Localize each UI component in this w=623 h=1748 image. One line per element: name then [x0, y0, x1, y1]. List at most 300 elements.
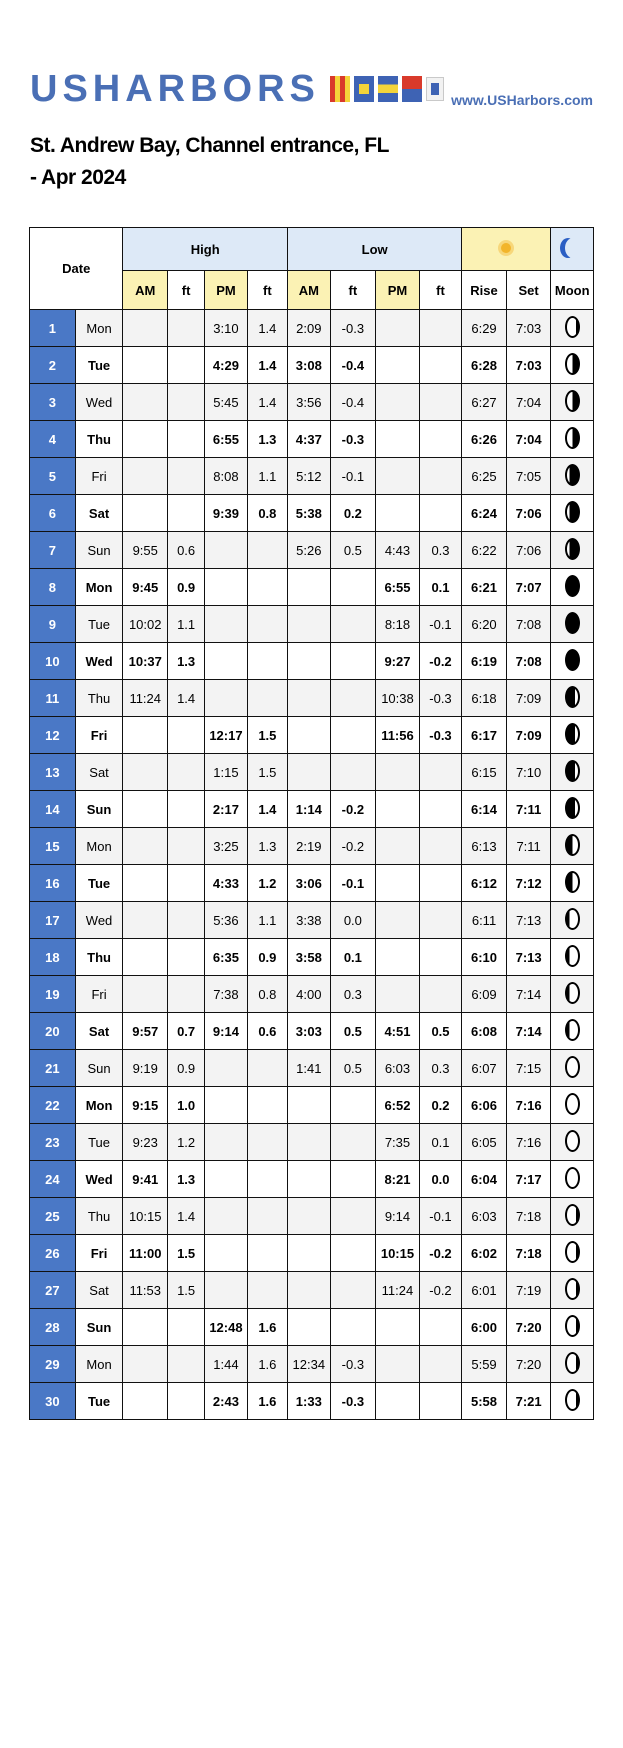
high-am-time: [123, 495, 168, 532]
table-row: [30, 939, 594, 976]
high-pm-time: 2:17: [205, 791, 247, 828]
sunset-header: Set: [506, 271, 551, 310]
high-am-height: 1.0: [168, 1087, 205, 1124]
low-am-time: 3:56: [288, 384, 330, 421]
sunset-time: 7:05: [506, 458, 551, 495]
moon-phase-icon: [565, 1167, 580, 1189]
high-pm-ft-header: ft: [247, 271, 287, 310]
sunset-time: 7:18: [506, 1198, 551, 1235]
low-pm-time: [376, 976, 420, 1013]
sunrise-time: 6:14: [462, 791, 507, 828]
day-of-week: Thu: [75, 1198, 123, 1235]
sunset-time: 7:04: [506, 384, 551, 421]
sunset-time: 7:06: [506, 532, 551, 569]
low-am-height: [330, 680, 376, 717]
table-row: [30, 791, 594, 828]
low-am-height: 0.5: [330, 1050, 376, 1087]
high-pm-height: 0.6: [247, 1013, 287, 1050]
table-row: [30, 606, 594, 643]
moon-phase-icon: [565, 1315, 580, 1337]
low-am-height: 0.1: [330, 939, 376, 976]
high-am-time: [123, 1346, 168, 1383]
moon-phase-icon: [565, 1204, 580, 1226]
sun-icon: [498, 238, 514, 258]
high-am-time: 10:02: [123, 606, 168, 643]
day-of-week: Mon: [75, 1346, 123, 1383]
high-pm-time: 7:38: [205, 976, 247, 1013]
high-am-height: 0.9: [168, 1050, 205, 1087]
low-am-height: 0.5: [330, 532, 376, 569]
page-title: St. Andrew Bay, Channel entrance, FL - Apr 2024: [30, 134, 389, 189]
low-pm-height: -0.1: [419, 606, 461, 643]
sunrise-time: 6:17: [462, 717, 507, 754]
high-pm-time: 12:17: [205, 717, 247, 754]
day-number: 26: [30, 1235, 76, 1272]
day-number: 10: [30, 643, 76, 680]
low-pm-time: 9:14: [376, 1198, 420, 1235]
high-am-height: [168, 865, 205, 902]
sunrise-header: Rise: [462, 271, 507, 310]
sunrise-time: 6:03: [462, 1198, 507, 1235]
high-pm-height: [247, 1272, 287, 1309]
moon-phase-icon: [565, 686, 580, 708]
day-of-week: Sun: [75, 532, 123, 569]
moon-phase-cell: [551, 865, 594, 902]
moon-phase-cell: [551, 384, 594, 421]
moon-phase-icon: [565, 797, 580, 819]
low-pm-height: [419, 384, 461, 421]
day-of-week: Mon: [75, 310, 123, 347]
low-am-ft-header: ft: [330, 271, 376, 310]
high-am-height: [168, 1309, 205, 1346]
moon-header: [551, 228, 594, 271]
day-of-week: Sat: [75, 495, 123, 532]
crescent-moon-icon: [563, 237, 581, 259]
sunrise-time: 6:00: [462, 1309, 507, 1346]
low-am-height: -0.4: [330, 384, 376, 421]
sunset-time: 7:16: [506, 1087, 551, 1124]
sunset-time: 7:18: [506, 1235, 551, 1272]
low-am-time: 4:00: [288, 976, 330, 1013]
day-of-week: Wed: [75, 902, 123, 939]
high-am-time: [123, 384, 168, 421]
day-of-week: Sat: [75, 1272, 123, 1309]
day-number: 29: [30, 1346, 76, 1383]
table-row: [30, 754, 594, 791]
low-am-time: 5:26: [288, 532, 330, 569]
day-of-week: Mon: [75, 569, 123, 606]
high-pm-time: [205, 643, 247, 680]
day-of-week: Thu: [75, 680, 123, 717]
low-am-height: -0.3: [330, 310, 376, 347]
low-pm-ft-header: ft: [419, 271, 461, 310]
high-pm-height: 1.2: [247, 865, 287, 902]
table-row: [30, 1383, 594, 1420]
moon-phase-cell: [551, 458, 594, 495]
high-am-time: [123, 791, 168, 828]
high-pm-height: 1.4: [247, 310, 287, 347]
sunset-time: 7:11: [506, 828, 551, 865]
low-pm-height: -0.3: [419, 680, 461, 717]
high-pm-time: 9:14: [205, 1013, 247, 1050]
high-pm-time: [205, 569, 247, 606]
high-am-height: [168, 754, 205, 791]
moon-phase-icon: [565, 649, 580, 671]
high-am-time: 11:53: [123, 1272, 168, 1309]
day-number: 20: [30, 1013, 76, 1050]
day-of-week: Tue: [75, 606, 123, 643]
table-row: [30, 532, 594, 569]
high-am-time: 10:15: [123, 1198, 168, 1235]
sunset-time: 7:03: [506, 347, 551, 384]
low-am-height: [330, 569, 376, 606]
low-pm-height: 0.2: [419, 1087, 461, 1124]
sunrise-time: 6:08: [462, 1013, 507, 1050]
day-of-week: Sun: [75, 791, 123, 828]
high-am-time: [123, 939, 168, 976]
moon-phase-cell: [551, 643, 594, 680]
high-am-height: 0.6: [168, 532, 205, 569]
high-pm-height: 1.1: [247, 458, 287, 495]
high-am-time: 11:24: [123, 680, 168, 717]
high-pm-time: 5:45: [205, 384, 247, 421]
moon-phase-cell: [551, 1050, 594, 1087]
high-am-header: AM: [123, 271, 168, 310]
low-pm-time: 7:35: [376, 1124, 420, 1161]
moon-phase-cell: [551, 310, 594, 347]
moon-phase-cell: [551, 569, 594, 606]
sunrise-time: 6:15: [462, 754, 507, 791]
low-pm-height: [419, 1383, 461, 1420]
moon-phase-icon: [565, 1056, 580, 1078]
sun-header: [462, 228, 551, 271]
high-pm-time: [205, 1235, 247, 1272]
low-pm-height: [419, 754, 461, 791]
high-pm-height: 0.8: [247, 976, 287, 1013]
low-pm-time: 8:18: [376, 606, 420, 643]
day-number: 27: [30, 1272, 76, 1309]
moon-phase-cell: [551, 1087, 594, 1124]
sunrise-time: 6:10: [462, 939, 507, 976]
low-pm-time: 4:51: [376, 1013, 420, 1050]
high-am-height: 1.5: [168, 1235, 205, 1272]
high-am-height: [168, 1383, 205, 1420]
sunrise-time: 6:06: [462, 1087, 507, 1124]
moon-phase-cell: [551, 902, 594, 939]
low-am-height: [330, 1087, 376, 1124]
low-am-time: 3:08: [288, 347, 330, 384]
high-am-time: 9:19: [123, 1050, 168, 1087]
moon-phase-cell: [551, 1272, 594, 1309]
table-row: [30, 902, 594, 939]
day-number: 7: [30, 532, 76, 569]
sunset-time: 7:10: [506, 754, 551, 791]
low-am-height: [330, 754, 376, 791]
table-row: [30, 384, 594, 421]
low-pm-time: [376, 384, 420, 421]
sunrise-time: 6:07: [462, 1050, 507, 1087]
low-pm-height: [419, 347, 461, 384]
sunset-time: 7:16: [506, 1124, 551, 1161]
low-am-time: 1:14: [288, 791, 330, 828]
low-am-time: [288, 717, 330, 754]
sunset-time: 7:04: [506, 421, 551, 458]
day-number: 8: [30, 569, 76, 606]
low-am-time: 12:34: [288, 1346, 330, 1383]
low-pm-time: [376, 495, 420, 532]
low-pm-height: 0.1: [419, 569, 461, 606]
day-of-week: Tue: [75, 1383, 123, 1420]
moon-phase-cell: [551, 1198, 594, 1235]
low-am-time: 4:37: [288, 421, 330, 458]
table-row: [30, 1013, 594, 1050]
moon-phase-icon: [565, 538, 580, 560]
high-am-time: [123, 902, 168, 939]
low-am-time: 5:12: [288, 458, 330, 495]
table-row: [30, 1346, 594, 1383]
low-header: Low: [288, 228, 462, 271]
high-pm-time: 12:48: [205, 1309, 247, 1346]
sunrise-time: 6:21: [462, 569, 507, 606]
high-pm-height: [247, 1161, 287, 1198]
moon-phase-cell: [551, 421, 594, 458]
table-row: [30, 1198, 594, 1235]
high-am-height: [168, 458, 205, 495]
low-pm-height: [419, 1309, 461, 1346]
high-am-height: [168, 421, 205, 458]
day-of-week: Thu: [75, 939, 123, 976]
low-pm-time: [376, 754, 420, 791]
day-number: 28: [30, 1309, 76, 1346]
high-pm-height: [247, 680, 287, 717]
low-pm-time: [376, 865, 420, 902]
table-row: [30, 865, 594, 902]
day-of-week: Fri: [75, 717, 123, 754]
moon-phase-icon: [565, 723, 580, 745]
sunset-time: 7:08: [506, 606, 551, 643]
high-am-time: 9:55: [123, 532, 168, 569]
sunset-time: 7:07: [506, 569, 551, 606]
date-header: Date: [30, 228, 123, 310]
day-of-week: Thu: [75, 421, 123, 458]
high-pm-height: 1.6: [247, 1309, 287, 1346]
high-pm-time: [205, 1087, 247, 1124]
moon-phase-cell: [551, 717, 594, 754]
day-number: 21: [30, 1050, 76, 1087]
moon-phase-cell: [551, 939, 594, 976]
high-pm-height: [247, 1050, 287, 1087]
low-am-height: [330, 1124, 376, 1161]
high-pm-time: 4:29: [205, 347, 247, 384]
moon-phase-icon: [565, 390, 580, 412]
moon-phase-icon: [565, 760, 580, 782]
low-am-height: -0.2: [330, 828, 376, 865]
high-pm-height: [247, 1198, 287, 1235]
moon-phase-cell: [551, 532, 594, 569]
table-row: [30, 1087, 594, 1124]
sunset-time: 7:15: [506, 1050, 551, 1087]
day-of-week: Fri: [75, 1235, 123, 1272]
low-am-time: [288, 1198, 330, 1235]
high-pm-time: [205, 532, 247, 569]
day-number: 25: [30, 1198, 76, 1235]
high-am-height: 1.3: [168, 1161, 205, 1198]
high-pm-time: 2:43: [205, 1383, 247, 1420]
table-row: [30, 1050, 594, 1087]
high-am-height: 1.2: [168, 1124, 205, 1161]
day-number: 9: [30, 606, 76, 643]
sunset-time: 7:13: [506, 902, 551, 939]
low-am-time: [288, 754, 330, 791]
low-am-height: [330, 606, 376, 643]
high-pm-height: [247, 1087, 287, 1124]
high-am-time: [123, 865, 168, 902]
moon-phase-cell: [551, 1013, 594, 1050]
high-am-height: 0.9: [168, 569, 205, 606]
high-am-time: [123, 458, 168, 495]
high-pm-height: 1.4: [247, 791, 287, 828]
low-am-time: [288, 1161, 330, 1198]
day-number: 15: [30, 828, 76, 865]
website-link[interactable]: www.USHarbors.com: [451, 92, 593, 108]
low-pm-time: 6:55: [376, 569, 420, 606]
high-am-time: [123, 828, 168, 865]
moon-phase-cell: [551, 1124, 594, 1161]
low-am-height: 0.3: [330, 976, 376, 1013]
high-am-height: [168, 902, 205, 939]
high-am-time: [123, 1309, 168, 1346]
table-row: [30, 1124, 594, 1161]
day-number: 22: [30, 1087, 76, 1124]
day-number: 3: [30, 384, 76, 421]
day-of-week: Sat: [75, 754, 123, 791]
low-pm-time: 10:38: [376, 680, 420, 717]
moon-phase-cell: [551, 976, 594, 1013]
low-pm-height: [419, 976, 461, 1013]
moon-phase-icon: [565, 1019, 580, 1041]
day-of-week: Fri: [75, 458, 123, 495]
sunset-time: 7:09: [506, 680, 551, 717]
low-pm-time: 6:52: [376, 1087, 420, 1124]
high-pm-height: [247, 643, 287, 680]
sunset-time: 7:20: [506, 1309, 551, 1346]
table-row: [30, 1272, 594, 1309]
low-am-height: 0.0: [330, 902, 376, 939]
sunset-time: 7:13: [506, 939, 551, 976]
low-am-time: 5:38: [288, 495, 330, 532]
moon-phase-icon: [565, 316, 580, 338]
moon-phase-cell: [551, 1309, 594, 1346]
high-pm-height: [247, 569, 287, 606]
sunrise-time: 6:28: [462, 347, 507, 384]
moon-phase-cell: [551, 791, 594, 828]
low-pm-time: [376, 347, 420, 384]
low-am-time: [288, 569, 330, 606]
low-am-height: 0.5: [330, 1013, 376, 1050]
low-pm-time: [376, 1383, 420, 1420]
high-am-height: 0.7: [168, 1013, 205, 1050]
high-pm-time: [205, 680, 247, 717]
moon-phase-icon: [565, 1130, 580, 1152]
high-pm-time: 6:55: [205, 421, 247, 458]
high-pm-time: [205, 1272, 247, 1309]
low-pm-height: 0.5: [419, 1013, 461, 1050]
low-am-time: [288, 1087, 330, 1124]
high-pm-height: 1.5: [247, 717, 287, 754]
low-am-time: [288, 1124, 330, 1161]
low-pm-height: -0.1: [419, 1198, 461, 1235]
low-pm-time: 10:15: [376, 1235, 420, 1272]
high-pm-time: [205, 1124, 247, 1161]
table-row: [30, 680, 594, 717]
low-am-time: [288, 1272, 330, 1309]
moon-phase-cell: [551, 1346, 594, 1383]
low-am-height: 0.2: [330, 495, 376, 532]
sunset-time: 7:17: [506, 1161, 551, 1198]
day-number: 13: [30, 754, 76, 791]
sunrise-time: 6:12: [462, 865, 507, 902]
sunrise-time: 6:05: [462, 1124, 507, 1161]
high-pm-time: [205, 1161, 247, 1198]
day-number: 2: [30, 347, 76, 384]
day-of-week: Sat: [75, 1013, 123, 1050]
low-pm-height: 0.0: [419, 1161, 461, 1198]
day-of-week: Tue: [75, 347, 123, 384]
high-pm-height: [247, 606, 287, 643]
sunrise-time: 5:59: [462, 1346, 507, 1383]
table-row: [30, 1309, 594, 1346]
high-am-height: 1.1: [168, 606, 205, 643]
high-am-height: 1.4: [168, 1198, 205, 1235]
day-number: 11: [30, 680, 76, 717]
low-pm-height: [419, 458, 461, 495]
moon-phase-icon: [565, 1352, 580, 1374]
day-number: 18: [30, 939, 76, 976]
low-am-time: 1:33: [288, 1383, 330, 1420]
high-am-time: [123, 754, 168, 791]
sunrise-time: 6:09: [462, 976, 507, 1013]
moon-phase-icon: [565, 1278, 580, 1300]
high-am-time: 9:45: [123, 569, 168, 606]
high-pm-time: 5:36: [205, 902, 247, 939]
high-am-time: [123, 347, 168, 384]
high-pm-height: 0.8: [247, 495, 287, 532]
low-am-time: [288, 1235, 330, 1272]
day-of-week: Wed: [75, 643, 123, 680]
sunset-time: 7:19: [506, 1272, 551, 1309]
table-row: [30, 717, 594, 754]
moon-phase-icon: [565, 1241, 580, 1263]
low-pm-height: [419, 1346, 461, 1383]
sunset-time: 7:12: [506, 865, 551, 902]
table-row: [30, 421, 594, 458]
low-pm-height: [419, 421, 461, 458]
high-pm-height: 1.4: [247, 384, 287, 421]
low-am-time: 3:03: [288, 1013, 330, 1050]
day-of-week: Tue: [75, 1124, 123, 1161]
table-row: [30, 310, 594, 347]
high-am-height: 1.3: [168, 643, 205, 680]
low-am-height: [330, 717, 376, 754]
low-pm-time: 8:21: [376, 1161, 420, 1198]
day-of-week: Wed: [75, 1161, 123, 1198]
sunrise-time: 6:18: [462, 680, 507, 717]
moon-phase-cell: [551, 606, 594, 643]
day-number: 30: [30, 1383, 76, 1420]
high-pm-time: 3:10: [205, 310, 247, 347]
low-pm-height: [419, 310, 461, 347]
high-am-height: [168, 495, 205, 532]
